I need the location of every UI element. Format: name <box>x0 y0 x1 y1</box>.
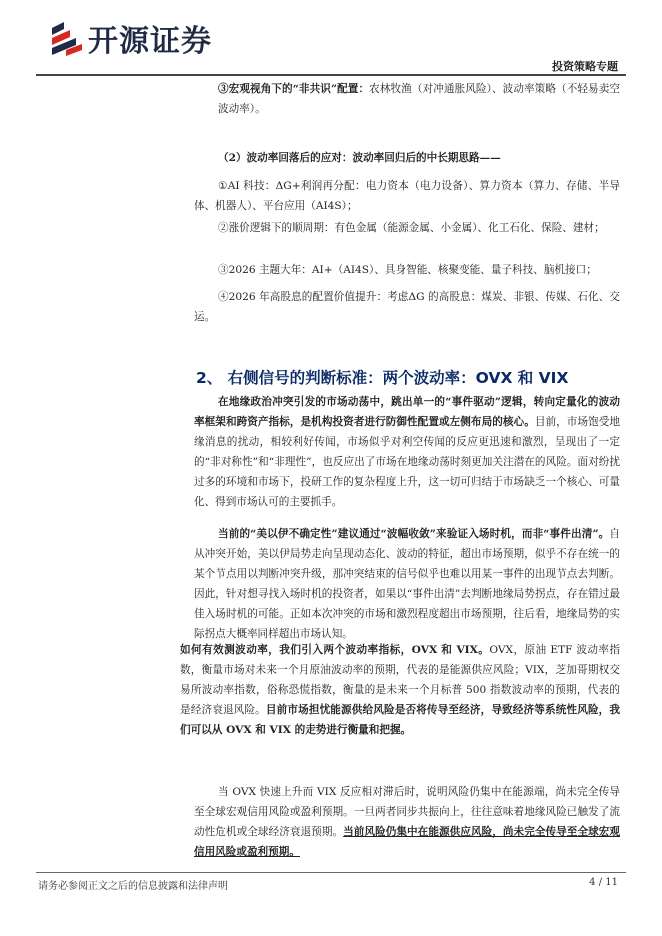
paragraph-1-body: 目前，市场饱受地缘消息的扰动，相较利好传闻，市场似乎对利空传闻的反应更迅速和激烈，呈现出了一定的“非对称性”和“非理性”，也反应出了市场在地缘动荡时刻更加关注潜在的风险。面对纷扰过多的环境和市场下，投研工作的复杂程度上升，这一切可归结于市场缺乏一个核心、可量化、得到市场认可的主要抓手。 <box>194 416 620 508</box>
header-divider <box>36 74 626 76</box>
report-type-label: 投资策略专题 <box>552 60 618 73</box>
paragraph-3 <box>180 640 620 740</box>
subsection-item-4: ④2026 年高股息的配置价值提升：考虑ΔG 的高股息：煤炭、非银、传媒、石化、交运。 <box>194 291 620 323</box>
paragraph-4-body: 当 OVX 快速上升而 VIX 反应相对滞后时，说明风险仍集中在能源端，尚未完全传导至全球宏观信用风险或盈利预期。一旦两者同步共振向上，往往意味着地缘风险已触发了流动性危机或全球经济衰退预期。 <box>194 786 620 838</box>
brand-name: 开源证券 <box>88 24 212 59</box>
item3-paragraph <box>218 79 620 119</box>
paragraph-2-lead: 当前的“美以伊不确定性”建议通过“波幅收敛”来验证入场时机，而非“事件出清”。 <box>218 528 610 540</box>
paragraph-4-highlight: 当前风险仍集中在能源供应风险，尚未完全传导至全球宏观信用风险或盈利预期。 <box>194 826 621 858</box>
subsection-item-2: ②涨价逻辑下的顺周期：有色金属（能源金属、小金属）、化工石化、保险、建材； <box>218 222 605 234</box>
item3-lead: ③宏观视角下的“非共识”配置： <box>218 83 370 95</box>
brand-logo-icon <box>50 20 84 60</box>
paragraph-1-lead: 在地缘政治冲突引发的市场动荡中，跳出单一的“事件驱动”逻辑，转向定量化的波动率框架和跨资产指标，是机构投资者进行防御性配置或左侧布局的核心。 <box>194 396 620 428</box>
footer-disclaimer: 请务必参阅正文之后的信息披露和法律声明 <box>38 881 228 892</box>
paragraph-3-conclusion: 目前市场担忧能源供给风险是否将传导至经济，导致经济等系统性风险，我们可以从 OVX 和 VIX 的走势进行衡量和把握。 <box>180 704 621 736</box>
paragraph-3-body: OVX，原油 ETF 波动率指数，衡量市场对未来一个月原油波动率的预期，代表的是能源供应风险；VIX，芝加哥期权交易所波动率指数，俗称恐慌指数，衡量的是未来一个月标普 500 指数波动率的预期，代表的是经济衰退风险。 <box>180 644 621 716</box>
item3-body: 农林牧渔（对冲通胀风险）、波动率策略（不轻易卖空波动率）。 <box>218 83 621 115</box>
paragraph-2-body: 自从冲突开始，美以伊局势走向呈现动态化、波动的特征，超出市场预期，似乎不存在统一的某个节点用以判断冲突升级，那冲突结束的信号似乎也难以用某一事件的出现节点去判断。因此，针对想寻找入场时机的投资者，如果以“事件出清”去判断地缘局势拐点，存在错过最佳入场时机的可能。正如本次冲突的市场和激烈程度超出市场预期，往后看，地缘局势的实际拐点大概率同样超出市场认知。 <box>194 528 620 640</box>
paragraph-1 <box>194 392 620 512</box>
paragraph-3-lead: 如何有效测波动率，我们引入两个波动率指标，OVX 和 VIX。 <box>180 644 490 656</box>
paragraph-2 <box>194 524 620 644</box>
subsection-item-1: ①AI 科技：ΔG+利润再分配：电力资本（电力设备）、算力资本（算力、存储、半导体、机器人）、平台应用（AI4S）； <box>194 180 620 212</box>
paragraph-4 <box>194 782 620 862</box>
subsection-title: （2）波动率回落后的应对：波动率回归后的中长期思路—— <box>218 152 501 164</box>
subsection-item-3: ③2026 主题大年：AI+（AI4S）、具身智能、核聚变能、量子科技、脑机接口； <box>218 264 597 276</box>
footer-divider <box>36 872 626 873</box>
section-heading: 2、 右侧信号的判断标准：两个波动率：OVX 和 VIX <box>196 369 569 387</box>
page-number: 4 / 11 <box>589 877 618 888</box>
